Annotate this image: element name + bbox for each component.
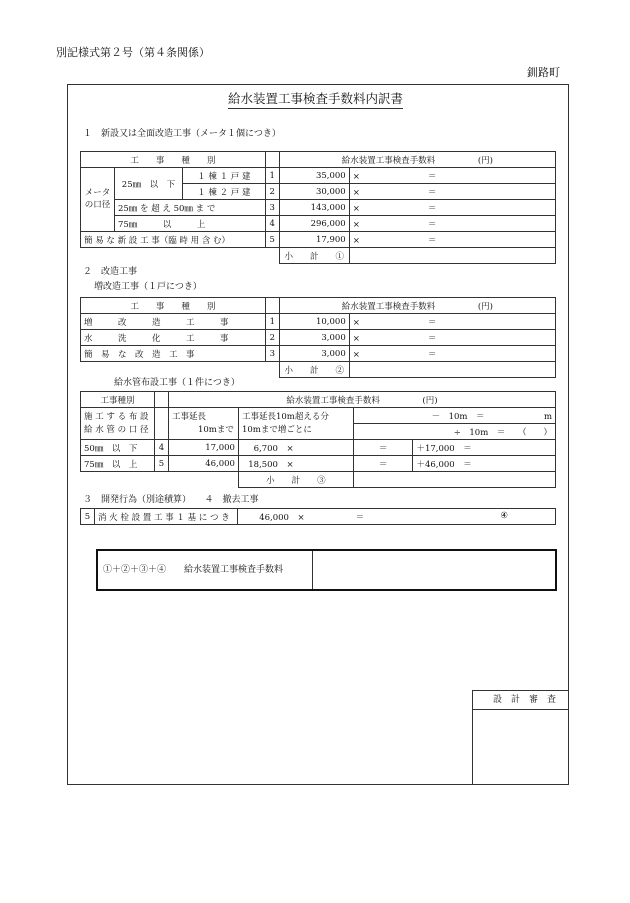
col-type-header: 工 事 種 別	[81, 152, 266, 168]
hydrant-calc-cell[interactable]: 46,000 × ＝ ④	[237, 509, 555, 525]
pipe-diameter-label: 施 工 す る 布 設 給 水 管 の 口 径	[81, 408, 155, 440]
meter-diameter-label: メータ の口径	[81, 168, 115, 232]
unit-price: 30,000	[279, 184, 349, 200]
division-calc-cell[interactable]: ÷ 10m ＝ （ ）	[353, 424, 555, 440]
row-number: 1	[265, 314, 279, 330]
subtotal-2-label: 小 計 ②	[279, 362, 349, 378]
form-label: 別記様式第２号（第４条関係）	[56, 46, 210, 59]
unit-price: 3,000	[279, 346, 349, 362]
design-review-header	[473, 691, 569, 710]
row-number: 4	[265, 216, 279, 232]
subtotal-3-label: 小 計 ③	[238, 472, 353, 488]
hydrant-label: 消 火 栓 設 置 工 事 １ 基 に つ き	[94, 509, 237, 525]
unit-price: 35,000	[279, 168, 349, 184]
grand-total-label-cell	[98, 551, 313, 589]
calc-cell[interactable]: × ＝	[349, 232, 555, 248]
extension-header: 工事延長10m超える分 10mまで増ごとに	[238, 408, 353, 440]
total-cell[interactable]: ＋46,000 ＝	[413, 456, 556, 472]
base-price: 46,000	[168, 456, 238, 472]
row-number: 5	[81, 509, 95, 525]
row-number: 3	[265, 346, 279, 362]
calc-cell[interactable]: ＝	[353, 440, 413, 456]
section2-table	[80, 297, 556, 378]
col-fee-header: 給水装置工事検査手数料 (円)	[279, 152, 555, 168]
section1-table	[80, 151, 556, 264]
subtotal-3-value[interactable]	[353, 472, 555, 488]
section2-heading: ２ 改造工事	[83, 267, 138, 277]
calc-cell[interactable]: × ＝	[349, 168, 555, 184]
unit-price: 296,000	[279, 216, 349, 232]
section2-subheading: 増改造工事（１戸につき）	[94, 282, 202, 292]
grand-total-formula: ①＋②＋③＋④ 給水装置工事検査手数料	[103, 565, 284, 575]
row-number: 3	[265, 200, 279, 216]
section3-table	[80, 391, 556, 488]
calc-cell[interactable]: × ＝	[349, 330, 555, 346]
design-review-box	[472, 690, 569, 785]
page-title: 給水装置工事検査手数料内訳書	[228, 93, 403, 109]
calc-cell[interactable]: × ＝	[349, 346, 555, 362]
calc-cell[interactable]: × ＝	[349, 184, 555, 200]
row-label: 50㎜ 以 下	[81, 440, 155, 456]
calc-cell[interactable]: × ＝	[349, 216, 555, 232]
length-header: 工事延長 10mまで	[168, 408, 238, 440]
add-price-cell[interactable]: 18,500 ×	[238, 456, 353, 472]
base-price: 17,000	[168, 440, 238, 456]
section4-table	[80, 508, 556, 525]
row-number: 4	[154, 440, 168, 456]
row-label: １ 棟 ２ 戸 建	[182, 184, 265, 200]
row-label: 水 洗 化 工 事	[81, 330, 266, 346]
calc-cell[interactable]: × ＝	[349, 200, 555, 216]
section4-heading: ３ 開発行為（別途積算） ４ 撤去工事	[83, 495, 259, 505]
design-review-label: 設 計 審 査	[493, 695, 557, 705]
calc-cell[interactable]: ＝	[353, 456, 413, 472]
diameter-25-label: 25㎜ 以 下	[114, 168, 182, 200]
section3-heading: 給水管布設工事（１件につき）	[114, 378, 240, 388]
add-price-cell[interactable]: 6,700 ×	[238, 440, 353, 456]
row-number: 5	[154, 456, 168, 472]
unit-price: 17,900	[279, 232, 349, 248]
subtotal-1-label: 小 計 ①	[279, 248, 349, 264]
total-cell[interactable]: ＋17,000 ＝	[413, 440, 556, 456]
col-type-header: 工 事 種 別	[81, 298, 266, 314]
row-label: 簡 易 な 新 設 工 事（臨 時 用 含 む）	[81, 232, 266, 248]
subtotal-1-value[interactable]	[349, 248, 555, 264]
row-number: 1	[265, 168, 279, 184]
row-label: 75㎜ 以 上	[114, 216, 265, 232]
col-type-header: 工事種別	[81, 392, 155, 408]
length-calc-cell[interactable]: － 10m ＝ m	[353, 408, 555, 424]
row-number: 5	[265, 232, 279, 248]
row-label: 25㎜ を 超 え 50㎜ ま で	[114, 200, 265, 216]
row-label: １ 棟 １ 戸 建	[182, 168, 265, 184]
row-label: 75㎜ 以 上	[81, 456, 155, 472]
col-fee-header: 給水装置工事検査手数料 (円)	[279, 298, 555, 314]
row-label: 増 改 造 工 事	[81, 314, 266, 330]
unit-price: 10,000	[279, 314, 349, 330]
town-name: 釧路町	[527, 66, 560, 79]
unit-price: 3,000	[279, 330, 349, 346]
grand-total-value[interactable]	[313, 551, 555, 589]
design-review-stamp-area[interactable]	[473, 710, 569, 785]
subtotal-2-value[interactable]	[349, 362, 555, 378]
row-number: 2	[265, 330, 279, 346]
unit-price: 143,000	[279, 200, 349, 216]
grand-total-box	[96, 549, 557, 591]
row-label: 簡 易 な 改 造 工 事	[81, 346, 266, 362]
section1-heading: １ 新設又は全面改造工事（メータ１個につき）	[83, 129, 281, 139]
calc-cell[interactable]: × ＝	[349, 314, 555, 330]
row-number: 2	[265, 184, 279, 200]
col-fee-header: 給水装置工事検査手数料 (円)	[168, 392, 555, 408]
